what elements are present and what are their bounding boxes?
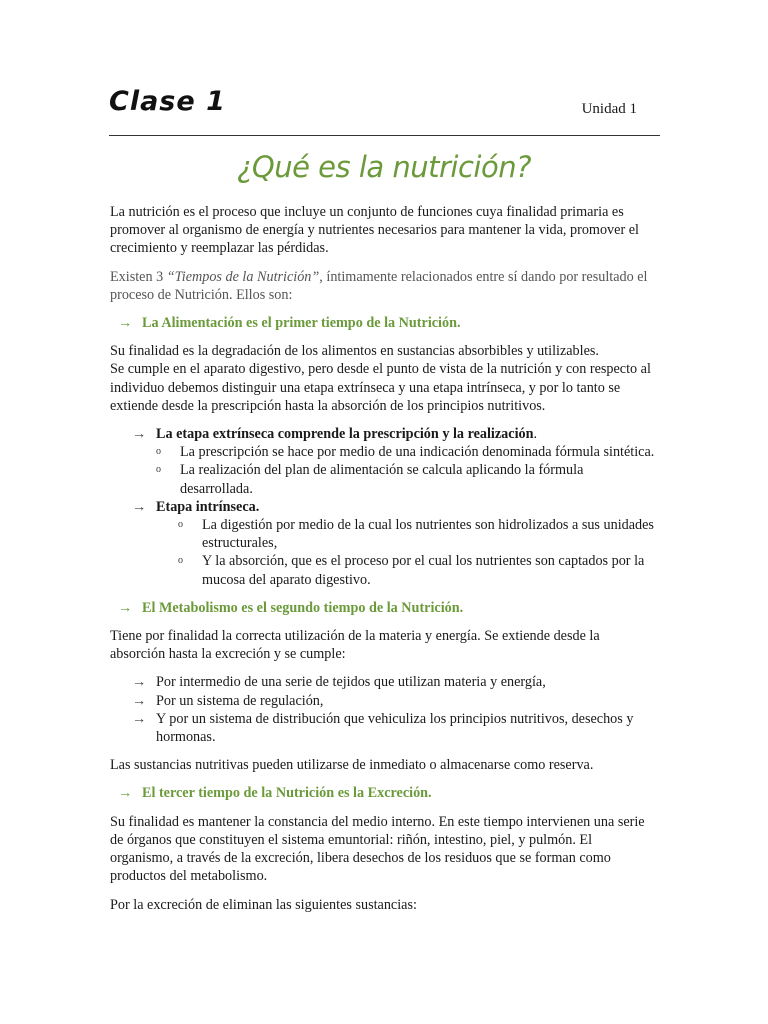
arrow-icon: → — [118, 315, 133, 332]
page-title: ¿Qué es la nutrición? — [237, 150, 531, 184]
arrow-icon: → — [132, 426, 147, 443]
item-text: Por un sistema de regulación, — [156, 692, 324, 709]
document-body — [110, 203, 658, 914]
header-divider — [109, 135, 660, 136]
heading-text: El Metabolismo es el segundo tiempo de la Nutrición. — [142, 599, 464, 616]
arrow-icon: → — [132, 498, 147, 515]
excrecion-p1: Su finalidad es mantener la constancia del medio interno. En este tiempo intervienen una serie de órganos que constituyen el sistema emuntorial: riñón, intestino, piel, y pulmón. El organismo, a través de la excreción, libera desechos de los residuos que se forman como productos del metabolismo. — [110, 813, 645, 885]
section-heading-alimentacion — [118, 314, 658, 332]
list-item — [132, 692, 658, 710]
subitem-text: La prescripción se hace por medio de una indicación denominada fórmula sintética. — [180, 444, 655, 461]
arrow-icon: → — [118, 785, 133, 802]
item-text: Y por un sistema de distribución que vehiculiza los principios nutritivos, desechos y hormonas. — [156, 710, 634, 746]
list-item — [132, 673, 658, 691]
section-heading-excrecion — [118, 784, 658, 802]
circle-bullet-icon: o — [178, 519, 183, 531]
list-subitem — [178, 516, 658, 552]
alimentacion-p1: Su finalidad es la degradación de los alimentos en sustancias absorbibles y utilizables. — [110, 343, 599, 360]
circle-bullet-icon: o — [156, 446, 161, 458]
circle-bullet-icon: o — [178, 555, 183, 567]
intrinseca-label: Etapa intrínseca. — [156, 498, 260, 515]
unit-label: Unidad 1 — [581, 101, 637, 117]
heading-text: La Alimentación es el primer tiempo de la Nutrición. — [142, 315, 461, 332]
list-item-extrinseca — [132, 425, 658, 443]
arrow-icon: → — [132, 692, 147, 709]
intro-paragraph: La nutrición es el proceso que incluye un conjunto de funciones cuya finalidad primaria es promover al organismo de energía y nutrientes necesarios para mantener la vida, promover el crecimiento y reemplazar las pérdidas. — [110, 204, 639, 257]
list-subitem — [156, 461, 658, 497]
section-heading-metabolismo — [118, 599, 658, 617]
excrecion-p2: Por la excreción de eliminan las siguientes sustancias: — [110, 896, 417, 913]
tiempos-pre: Existen 3 — [110, 268, 167, 285]
metabolismo-p1: Tiene por finalidad la correcta utilización de la materia y energía. Se extiende desde la absorción hasta la excreción y se cumple: — [110, 628, 600, 663]
tiempos-paragraph — [110, 268, 658, 304]
arrow-icon: → — [132, 674, 147, 691]
extrinseca-label: La etapa extrínseca comprende la prescripción y la realización — [156, 426, 534, 443]
subitem-text: La digestión por medio de la cual los nutrientes son hidrolizados a sus unidades estructurales, — [202, 517, 654, 552]
heading-text: El tercer tiempo de la Nutrición es la Excreción. — [142, 785, 432, 802]
class-title: Clase 1 — [109, 86, 226, 117]
item-text: Por intermedio de una serie de tejidos que utilizan materia y energía, — [156, 674, 546, 691]
alimentacion-p2: Se cumple en el aparato digestivo, pero desde el punto de vista de la nutrición y con respecto al individuo debemos distinguir una etapa extrínseca y una etapa intrínseca, y por lo tanto se extiende desde la prescripción hasta la absorción de los principios nutritivos. — [110, 361, 651, 414]
list-item-intrinseca — [132, 498, 658, 516]
metabolismo-list — [110, 673, 658, 746]
arrow-icon: → — [118, 599, 133, 616]
subitem-text: La realización del plan de alimentación se calcula aplicando la fórmula desarrollada. — [180, 462, 584, 497]
list-item — [132, 710, 658, 746]
arrow-icon: → — [132, 710, 147, 727]
alimentacion-list — [110, 425, 658, 589]
extrinseca-period: . — [533, 426, 538, 443]
metabolismo-p2: Las sustancias nutritivas pueden utilizarse de inmediato o almacenarse como reserva. — [110, 757, 594, 774]
list-subitem — [156, 443, 658, 461]
subitem-text: Y la absorción, que es el proceso por el cual los nutrientes son captados por la mucosa del aparato digestivo. — [202, 553, 645, 588]
tiempos-post: , íntimamente relacionados entre sí dando por resultado el proceso de Nutrición. Ellos son: — [110, 268, 648, 303]
tiempos-quote: “Tiempos de la Nutrición” — [166, 268, 320, 285]
circle-bullet-icon: o — [156, 464, 161, 476]
list-subitem — [178, 552, 658, 588]
